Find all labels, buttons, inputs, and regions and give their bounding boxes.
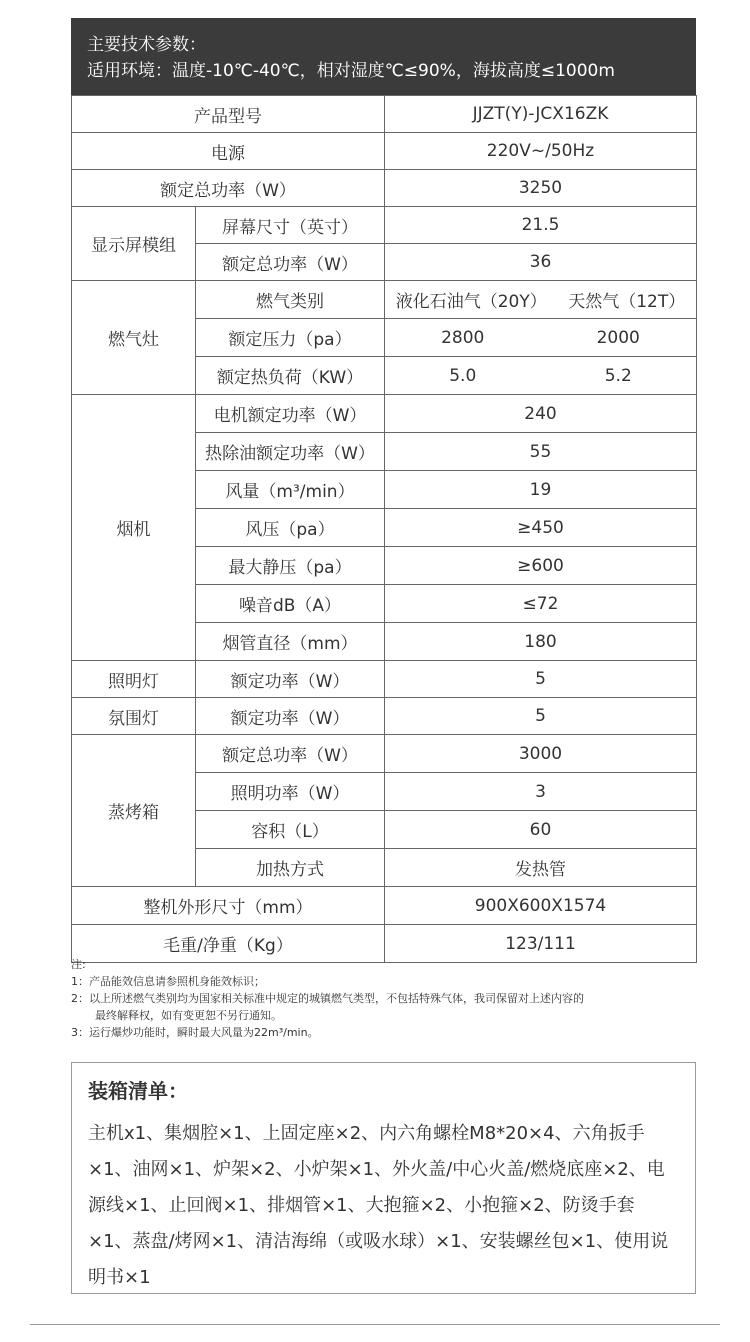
spec-label: 额定总功率（W）	[196, 735, 385, 773]
spec-label: 加热方式	[196, 849, 385, 887]
table-row	[72, 133, 697, 170]
spec-label: 额定功率（W）	[196, 698, 385, 735]
table-row	[72, 395, 697, 433]
table-row	[72, 698, 697, 735]
spec-group: 氛围灯	[72, 698, 196, 735]
spec-value: 240	[385, 395, 697, 433]
note-item-continued: 最终解释权，如有变更恕不另行通知。	[95, 1009, 282, 1022]
table-row	[72, 887, 697, 925]
spec-label: 产品型号	[72, 96, 385, 133]
table-row	[72, 281, 697, 319]
spec-group: 蒸烤箱	[72, 735, 196, 887]
spec-label: 风压（pa）	[196, 509, 385, 547]
spec-value: 180	[385, 623, 697, 661]
spec-value: ≥450	[385, 509, 697, 547]
spec-table	[71, 95, 697, 963]
spec-value-lpg: 2800	[441, 327, 485, 348]
spec-label: 热除油额定功率（W）	[196, 433, 385, 471]
table-row	[72, 170, 697, 207]
spec-value	[385, 319, 697, 357]
table-row	[72, 207, 697, 244]
spec-label: 屏幕尺寸（英寸）	[196, 207, 385, 244]
spec-value: 发热管	[385, 849, 697, 887]
spec-value: 36	[385, 244, 697, 281]
spec-value: 19	[385, 471, 697, 509]
spec-label: 容积（L）	[196, 811, 385, 849]
packing-list-body: 主机x1、集烟腔×1、上固定座×2、内六角螺栓M8*20×4、六角扳手×1、油网×1、炉架×2、小炉架×1、外火盖/中心火盖/燃烧底座×2、电源线×1、止回阀×1、排烟管×1、大抱箍×2、小抱箍×2、防烫手套×1、蒸盘/烤网×1、清洁海绵（或吸水球）×1、安装螺丝包×1、使用说明书×1	[88, 1123, 669, 1288]
spec-group: 照明灯	[72, 661, 196, 698]
spec-header-environment: 适用环境：温度-10℃-40℃，相对湿度℃≤90%，海拔高度≤1000m	[87, 61, 615, 81]
spec-label: 噪音dB（A）	[196, 585, 385, 623]
spec-value: ≤72	[385, 585, 697, 623]
spec-value: 55	[385, 433, 697, 471]
packing-list-title: 装箱清单：	[88, 1079, 188, 1103]
spec-label: 额定压力（pa）	[196, 319, 385, 357]
spec-value: 5	[385, 698, 697, 735]
spec-label: 电源	[72, 133, 385, 170]
spec-label: 毛重/净重（Kg）	[72, 925, 385, 963]
notes-title: 注:	[71, 958, 86, 971]
spec-value: JJZT(Y)-JCX16ZK	[385, 96, 697, 133]
spec-value: 900X600X1574	[385, 887, 697, 925]
spec-label: 额定热负荷（KW）	[196, 357, 385, 395]
packing-list	[71, 1062, 696, 1294]
spec-header-title: 主要技术参数：	[87, 35, 206, 55]
spec-header	[71, 18, 696, 95]
table-row	[72, 96, 697, 133]
spec-label: 额定总功率（W）	[196, 244, 385, 281]
spec-value: 5	[385, 661, 697, 698]
spec-value-ng: 2000	[596, 327, 640, 348]
spec-group: 烟机	[72, 395, 196, 661]
note-item: 2：以上所述燃气类别均为国家相关标准中规定的城镇燃气类型，不包括特殊气体，我司保留对上述内容的	[71, 992, 584, 1005]
spec-value	[385, 357, 697, 395]
spec-label: 烟管直径（mm）	[196, 623, 385, 661]
spec-label: 额定总功率（W）	[72, 170, 385, 207]
spec-label: 最大静压（pa）	[196, 547, 385, 585]
spec-label: 额定功率（W）	[196, 661, 385, 698]
spec-value-ng: 天然气（12T）	[568, 292, 686, 312]
spec-value: 3	[385, 773, 697, 811]
bottom-divider	[30, 1324, 720, 1325]
spec-label: 整机外形尺寸（mm）	[72, 887, 385, 925]
spec-value: 123/111	[385, 925, 697, 963]
spec-value-lpg: 5.0	[449, 365, 477, 386]
spec-value: 3250	[385, 170, 697, 207]
spec-label: 电机额定功率（W）	[196, 395, 385, 433]
spec-group: 燃气灶	[72, 281, 196, 395]
spec-value: 21.5	[385, 207, 697, 244]
spec-value: ≥600	[385, 547, 697, 585]
spec-label: 风量（m³/min）	[196, 471, 385, 509]
spec-value	[385, 281, 697, 319]
table-row	[72, 735, 697, 773]
spec-value: 60	[385, 811, 697, 849]
spec-label: 燃气类别	[196, 281, 385, 319]
spec-value: 220V~/50Hz	[385, 133, 697, 170]
spec-value-ng: 5.2	[604, 365, 632, 386]
note-item: 1：产品能效信息请参照机身能效标识；	[71, 975, 265, 988]
spec-value-lpg: 液化石油气（20Y）	[395, 292, 547, 312]
spec-value: 3000	[385, 735, 697, 773]
table-row	[72, 661, 697, 698]
spec-label: 照明功率（W）	[196, 773, 385, 811]
note-item: 3：运行爆炒功能时，瞬时最大风量为22m³/min。	[71, 1026, 319, 1039]
spec-group: 显示屏模组	[72, 207, 196, 281]
notes-section	[71, 956, 711, 1041]
